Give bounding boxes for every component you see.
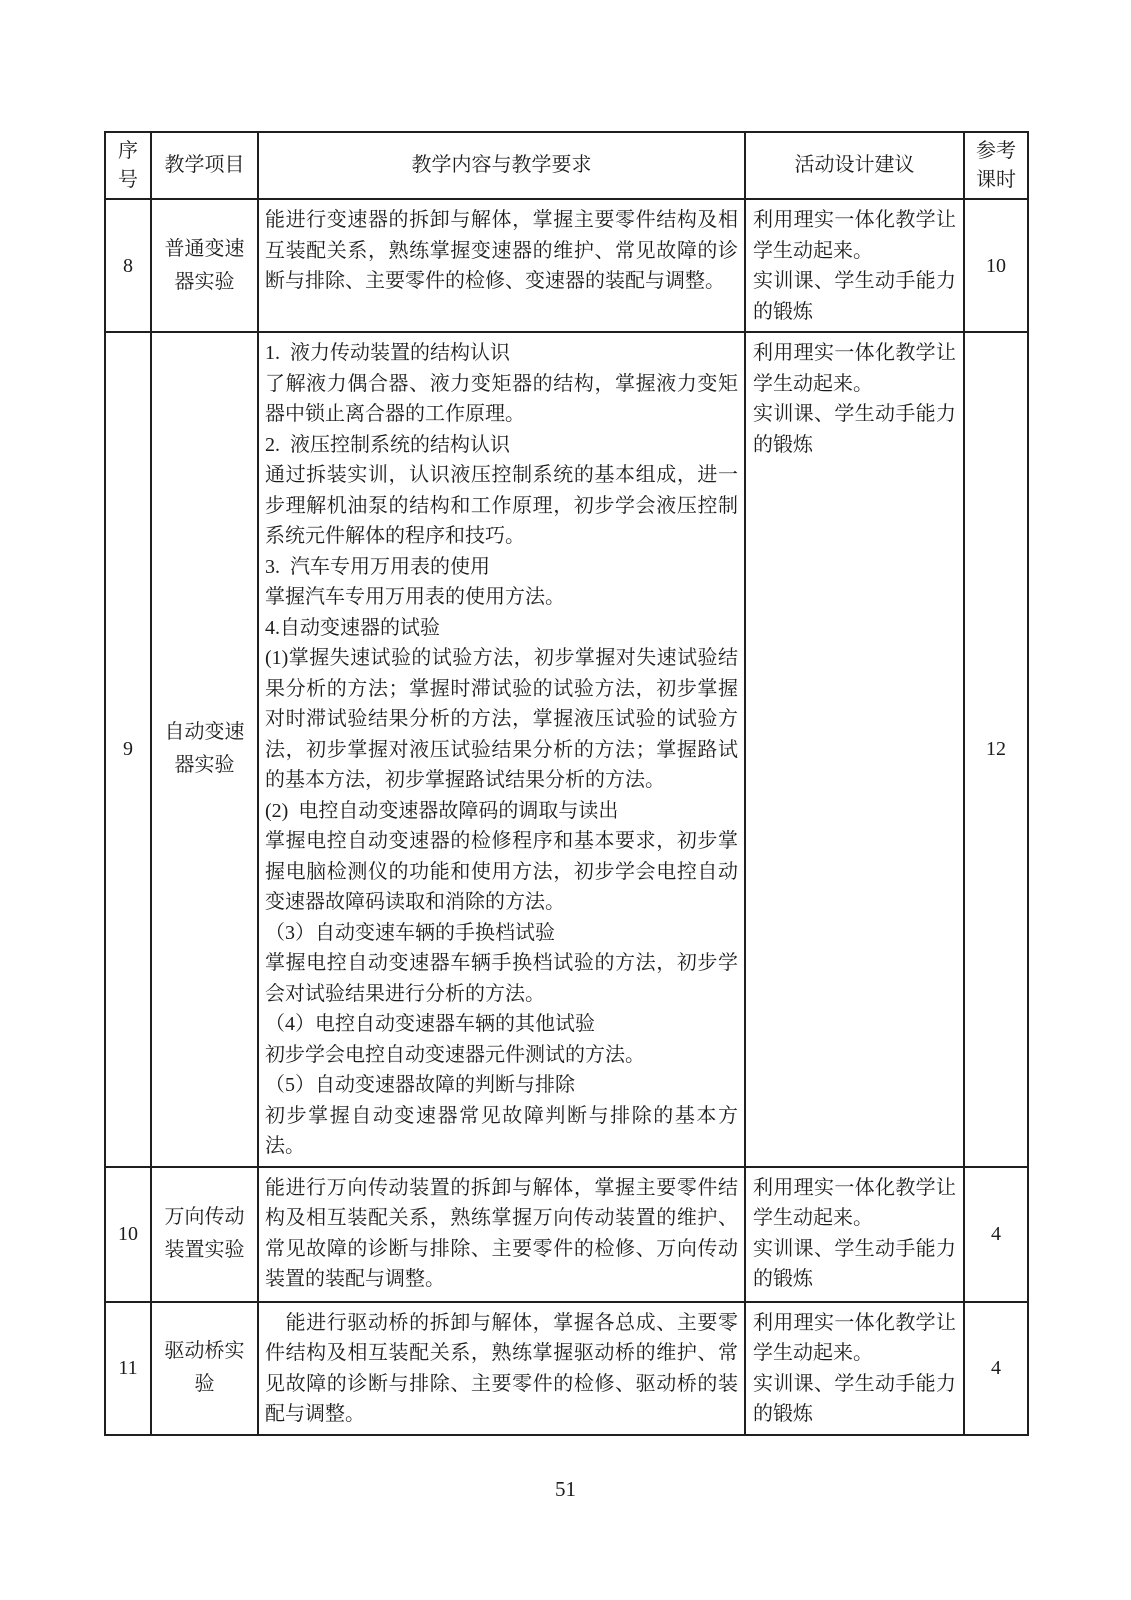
content-paragraph: 掌握电控自动变速器车辆手换档试验的方法，初步学会对试验结果进行分析的方法。 — [265, 952, 738, 1005]
row-11-content — [258, 1302, 745, 1435]
row-10-project: 万向传动装置实验 — [151, 1167, 258, 1302]
table-header-row — [105, 132, 1028, 199]
activity-paragraph: 实训课、学生动手能力的锻炼 — [753, 1372, 956, 1425]
row-10-activity — [745, 1167, 964, 1302]
table-row-9 — [105, 332, 1028, 1167]
content-paragraph: （3）自动变速车辆的手换档试验 — [265, 921, 555, 944]
row-9-activity — [745, 332, 964, 1167]
row-10-hours: 4 — [964, 1167, 1028, 1302]
activity-paragraph: 利用理实一体化教学让学生动起来。 — [753, 1176, 956, 1229]
teaching-plan-table — [104, 131, 1029, 1436]
content-paragraph: 通过拆装实训，认识液压控制系统的基本组成，进一步理解机油泵的结构和工作原理，初步学会液压控制系统元件解体的程序和技巧。 — [265, 464, 738, 547]
activity-paragraph: 利用理实一体化教学让学生动起来。 — [753, 1311, 956, 1364]
table-row-8 — [105, 199, 1028, 332]
content-paragraph: （5）自动变速器故障的判断与排除 — [265, 1074, 575, 1096]
row-8-activity — [745, 199, 964, 332]
content-paragraph: （4）电控自动变速器车辆的其他试验 — [265, 1013, 595, 1035]
column-header-seq: 序号 — [105, 132, 151, 199]
row-11-number: 11 — [105, 1302, 151, 1435]
page-number: 51 — [555, 1477, 576, 1501]
activity-paragraph: 实训课、学生动手能力的锻炼 — [753, 1237, 956, 1290]
activity-paragraph: 利用理实一体化教学让学生动起来。 — [753, 342, 956, 395]
row-8-content — [258, 199, 745, 332]
activity-paragraph: 利用理实一体化教学让学生动起来。 — [753, 209, 956, 262]
content-paragraph: (1)掌握失速试验的试验方法，初步掌握对失速试验结果分析的方法；掌握时滞试验的试验方法，初步掌握对时滞试验结果分析的方法，掌握液压试验的试验方法，初步掌握对液压试验结果分析的方法；掌握路试的基本方法，初步掌握路试结果分析的方法。 — [265, 647, 738, 791]
content-paragraph: 4.自动变速器的试验 — [265, 616, 440, 639]
row-10-content — [258, 1167, 745, 1302]
column-header-activity: 活动设计建议 — [745, 132, 964, 199]
row-11-project: 驱动桥实验 — [151, 1302, 258, 1435]
column-header-hours: 参考课时 — [964, 132, 1028, 199]
content-paragraph: (2) 电控自动变速器故障码的调取与读出 — [265, 799, 619, 822]
activity-paragraph: 实训课、学生动手能力的锻炼 — [753, 403, 956, 456]
row-11-hours: 4 — [964, 1302, 1028, 1435]
row-10-number: 10 — [105, 1167, 151, 1302]
content-paragraph: 1. 液力传动装置的结构认识 — [265, 342, 510, 364]
row-8-hours: 10 — [964, 199, 1028, 332]
content-paragraph: 2. 液压控制系统的结构认识 — [265, 433, 510, 456]
teaching-plan-table-container — [104, 131, 1027, 1436]
content-paragraph: 掌握汽车专用万用表的使用方法。 — [265, 586, 565, 608]
row-8-project: 普通变速器实验 — [151, 199, 258, 332]
column-header-content: 教学内容与教学要求 — [258, 132, 745, 199]
row-9-number: 9 — [105, 332, 151, 1167]
table-row-11 — [105, 1302, 1028, 1435]
content-paragraph: 能进行万向传动装置的拆卸与解体，掌握主要零件结构及相互装配关系，熟练掌握万向传动装置的维护、常见故障的诊断与排除、主要零件的检修、万向传动装置的装配与调整。 — [265, 1176, 738, 1290]
content-paragraph: 能进行驱动桥的拆卸与解体，掌握各总成、主要零件结构及相互装配关系，熟练掌握驱动桥的维护、常见故障的诊断与排除、主要零件的检修、驱动桥的装配与调整。 — [265, 1311, 738, 1425]
row-9-project: 自动变速器实验 — [151, 332, 258, 1167]
content-paragraph: 了解液力偶合器、液力变矩器的结构，掌握液力变矩器中锁止离合器的工作原理。 — [265, 372, 738, 425]
activity-paragraph: 实训课、学生动手能力的锻炼 — [753, 270, 956, 323]
row-11-activity — [745, 1302, 964, 1435]
row-9-hours: 12 — [964, 332, 1028, 1167]
table-row-10 — [105, 1167, 1028, 1302]
content-paragraph: 初步学会电控自动变速器元件测试的方法。 — [265, 1043, 645, 1066]
content-paragraph: 能进行变速器的拆卸与解体，掌握主要零件结构及相互装配关系，熟练掌握变速器的维护、常见故障的诊断与排除、主要零件的检修、变速器的装配与调整。 — [265, 209, 738, 292]
content-paragraph: 初步掌握自动变速器常见故障判断与排除的基本方法。 — [265, 1104, 738, 1157]
row-9-content — [258, 332, 745, 1167]
content-paragraph: 掌握电控自动变速器的检修程序和基本要求，初步掌握电脑检测仪的功能和使用方法，初步学会电控自动变速器故障码读取和消除的方法。 — [265, 830, 738, 913]
column-header-project: 教学项目 — [151, 132, 258, 199]
content-paragraph: 3. 汽车专用万用表的使用 — [265, 555, 490, 578]
row-8-number: 8 — [105, 199, 151, 332]
